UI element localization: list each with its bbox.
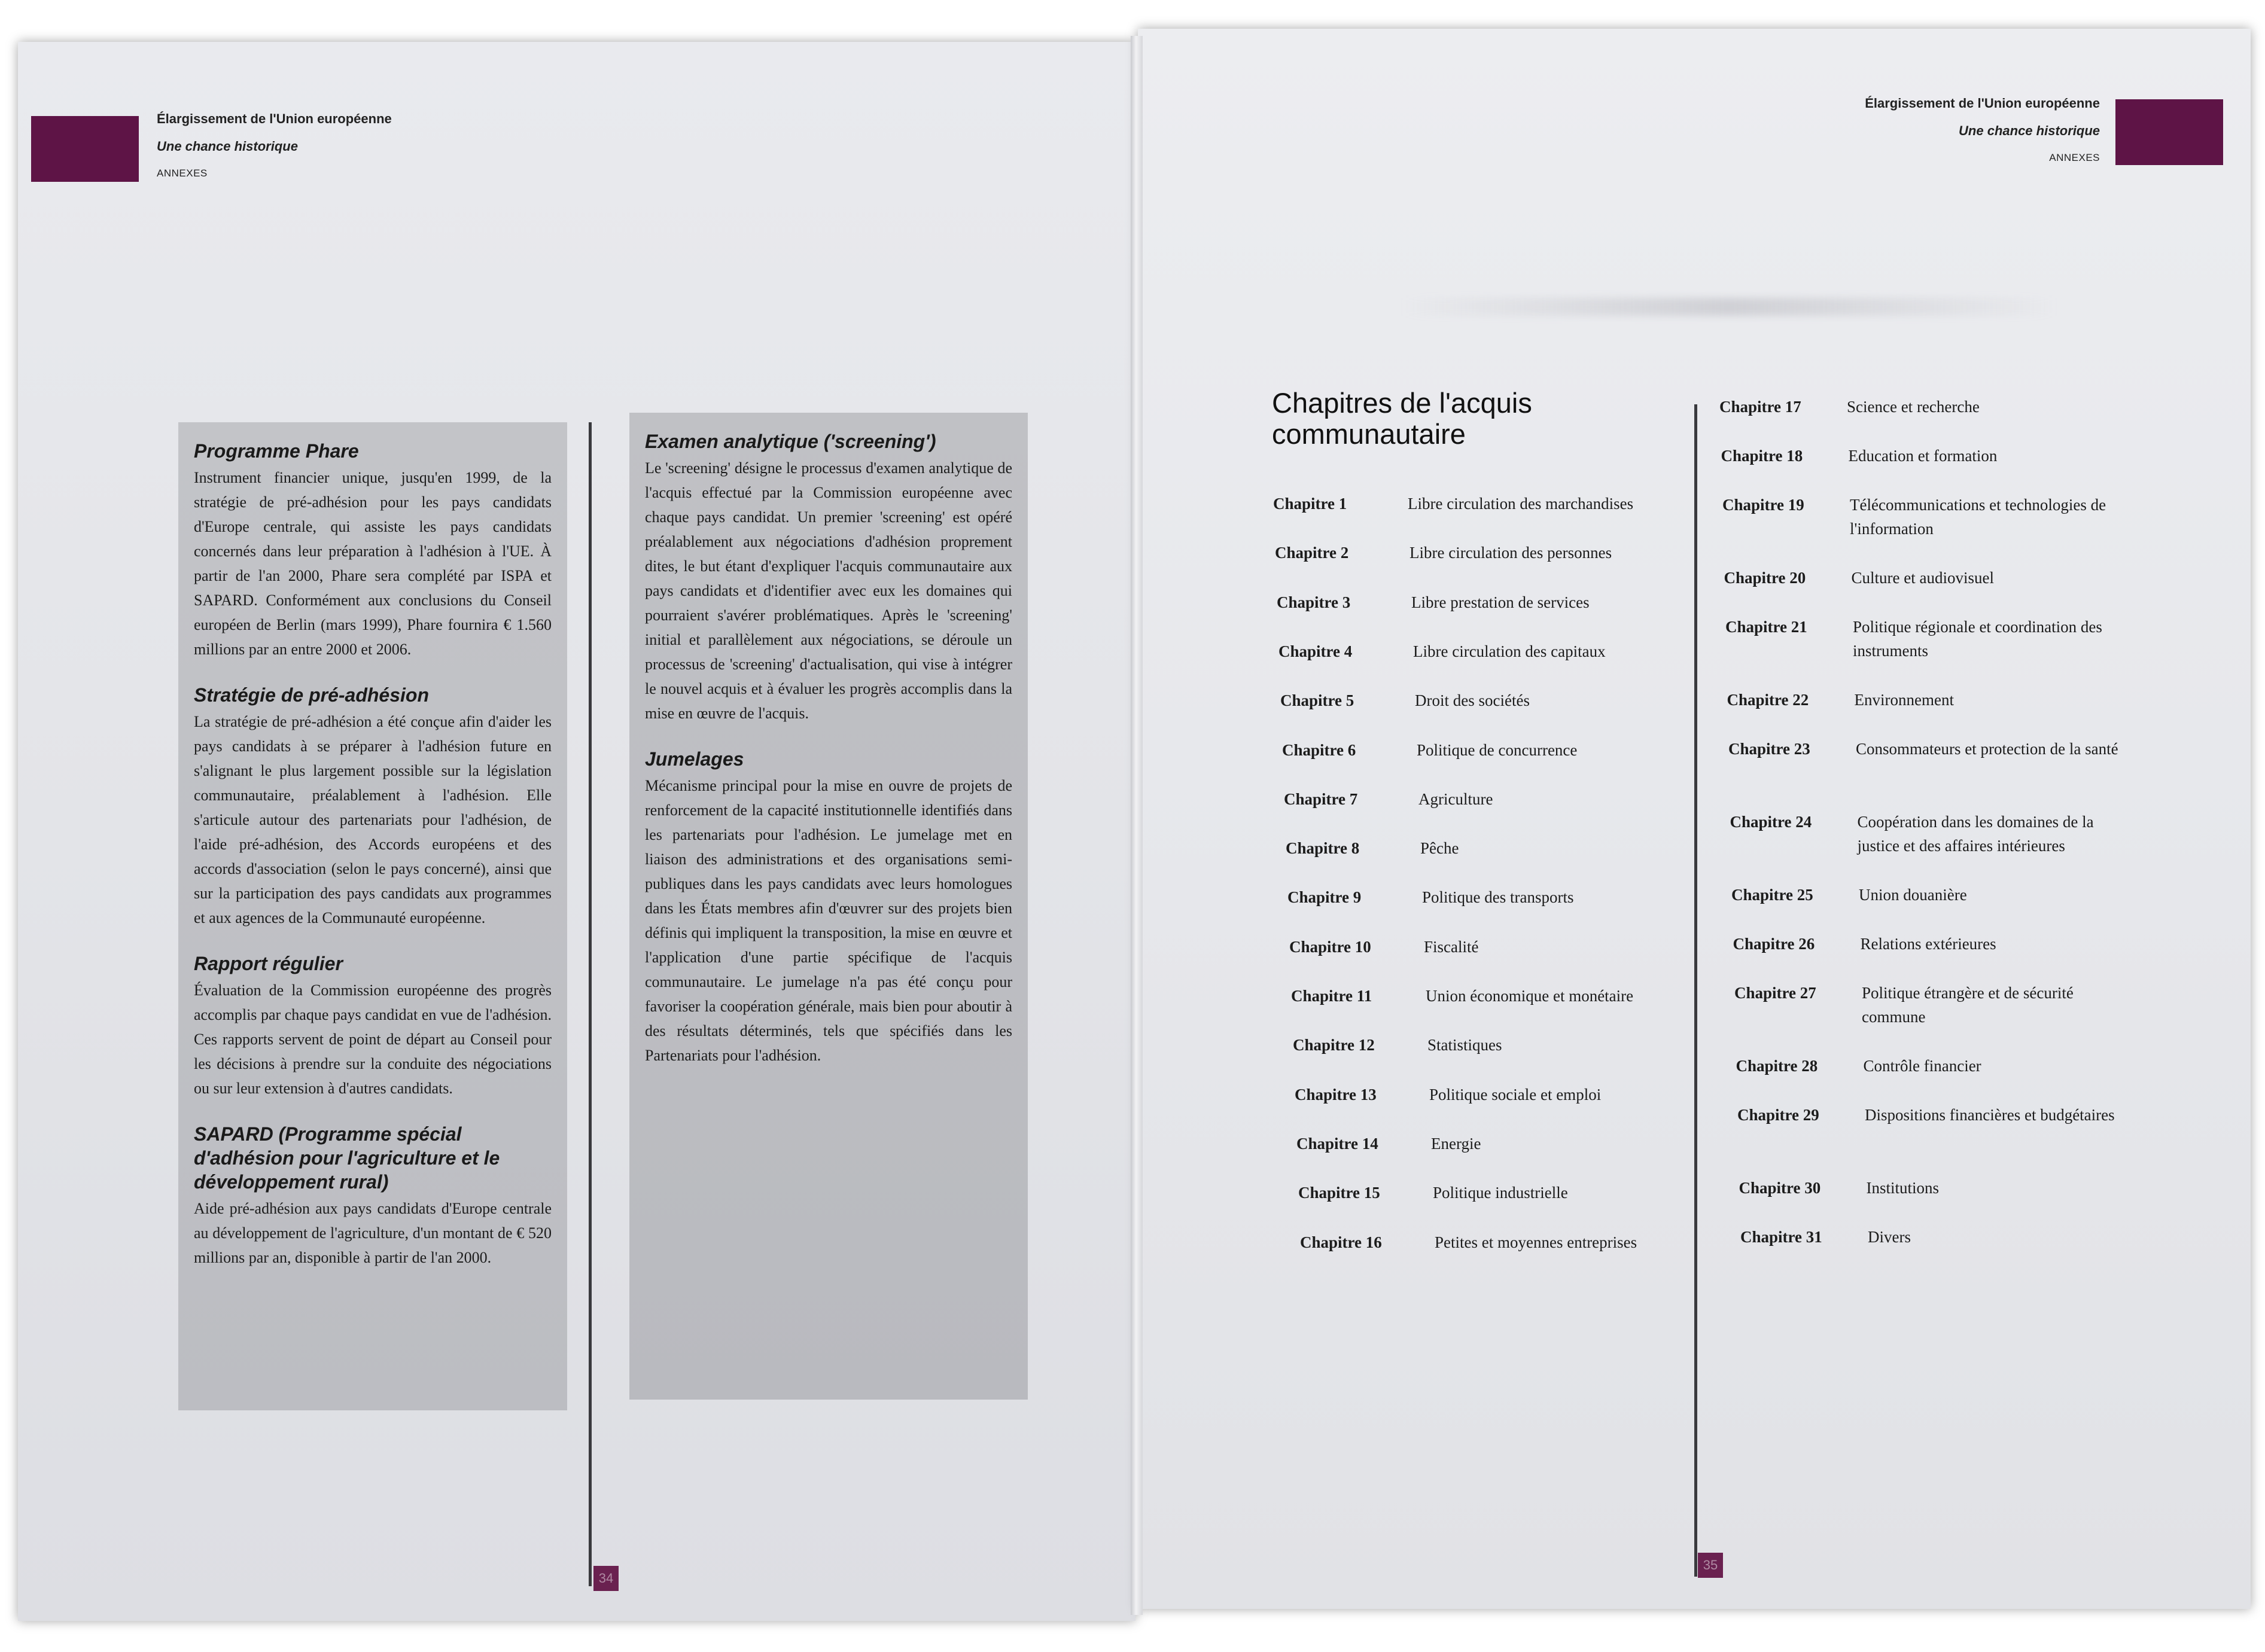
chapter-number: Chapitre 18 bbox=[1721, 447, 1803, 465]
chapter-label: Union économique et monétaire bbox=[1426, 987, 1634, 1005]
chapter-label: Fiscalité bbox=[1424, 937, 1479, 956]
header-subtitle: Une chance historique bbox=[157, 139, 298, 154]
chapter-number: Chapitre 28 bbox=[1736, 1057, 1818, 1075]
book-gutter bbox=[1131, 36, 1143, 1615]
chapter-number: Chapitre 2 bbox=[1275, 544, 1349, 562]
glossary-heading: Programme Phare bbox=[194, 440, 359, 462]
chapter-label: Culture et audiovisuel bbox=[1851, 569, 1994, 587]
show-through-text bbox=[1400, 298, 2058, 316]
glossary-heading: Stratégie de pré-adhésion bbox=[194, 684, 429, 706]
chapter-label: Droit des sociétés bbox=[1415, 691, 1530, 710]
chapter-number: Chapitre 11 bbox=[1291, 987, 1372, 1005]
chapter-label: Statistiques bbox=[1427, 1036, 1502, 1054]
chapter-number: Chapitre 31 bbox=[1740, 1228, 1822, 1246]
glossary-heading: Jumelages bbox=[645, 748, 744, 770]
chapter-number: Chapitre 5 bbox=[1280, 691, 1354, 710]
chapter-number: Chapitre 3 bbox=[1277, 593, 1351, 611]
chapter-number: Chapitre 19 bbox=[1722, 496, 1804, 514]
glossary-box-1 bbox=[178, 422, 567, 1410]
glossary-text: Évaluation de la Commission européenne des progrès accomplis par chaque pays candidat en vue de l'adhésion. Ces rapports servent de point de départ au Conseil pour les décisions à prendre sur la conduite des négociations ou sur leur extension à d'autres candidats. bbox=[194, 982, 552, 1097]
chapter-label: Pêche bbox=[1420, 839, 1459, 858]
glossary-heading: Rapport régulier bbox=[194, 953, 343, 974]
chapter-number: Chapitre 4 bbox=[1278, 642, 1353, 660]
chapter-label: Politique sociale et emploi bbox=[1429, 1085, 1602, 1104]
chapter-label: Politique régionale et coordination des instruments bbox=[1853, 618, 2102, 660]
chapter-number: Chapitre 22 bbox=[1727, 691, 1809, 709]
chapter-label: Libre prestation de services bbox=[1411, 593, 1590, 611]
chapter-number: Chapitre 6 bbox=[1282, 740, 1356, 759]
chapter-label: Divers bbox=[1868, 1228, 1911, 1246]
left-page-number: 34 bbox=[593, 1566, 619, 1591]
chapter-number: Chapitre 26 bbox=[1733, 935, 1815, 953]
glossary-text: Aide pré-adhésion aux pays candidats d'Europe centrale au développement de l'agriculture, d'un montant de € 520 millions par an, disponible à partir de l'an 2000. bbox=[194, 1200, 552, 1266]
chapter-label: Dispositions financières et budgétaires bbox=[1865, 1106, 2115, 1124]
chapter-label: Libre circulation des marchandises bbox=[1408, 495, 1634, 513]
glossary-text: Instrument financier unique, jusqu'en 1999, de la stratégie de pré-adhésion pour les pays candidats d'Europe centrale, qui assiste les pays candidats concernés dans leur préparation à l'adhésion à l'UE. À partir de l'an 2000, Phare sera complété par ISPA et SAPARD. Conformément aux conclusions du Conseil européen de Berlin (mars 1999), Phare fournira € 1.560 millions par an entre 2000 et 2006. bbox=[194, 469, 552, 658]
chapter-label: Libre circulation des capitaux bbox=[1413, 642, 1606, 660]
chapter-label: Education et formation bbox=[1848, 447, 1998, 465]
right-running-header bbox=[1735, 96, 2100, 164]
right-column-divider bbox=[1694, 404, 1697, 1577]
chapter-number: Chapitre 25 bbox=[1731, 886, 1813, 904]
toc-title: Chapitres de l'acquis communautaire bbox=[1272, 387, 1532, 450]
left-running-header bbox=[157, 111, 392, 179]
chapter-label: Environnement bbox=[1854, 691, 1954, 709]
header-section: ANNEXES bbox=[157, 167, 208, 179]
glossary-text: Mécanisme principal pour la mise en ouvre de projets de renforcement de la capacité institutionnelle identifiés dans les partenariats pour l'adhésion. Le jumelage met en liaison des administrations et des organisations semi-publiques dans les pays candidats avec leurs homologues dans les États membres afin d'œuvrer sur des projets bien définis qui impliquent la transposition, la mise en œuvre et l'application d'une partie spécifique de l'acquis communautaire. Le jumelage n'a pas été conçu pour favoriser la coopération générale, mais bien pour aboutir à des résultats déterminés, tels que spécifiés dans les Partenariats pour l'adhésion. bbox=[645, 777, 1012, 1064]
header-title: Élargissement de l'Union européenne bbox=[1865, 96, 2100, 111]
chapter-number: Chapitre 16 bbox=[1300, 1233, 1382, 1251]
header-title: Élargissement de l'Union européenne bbox=[157, 111, 392, 126]
chapter-number: Chapitre 20 bbox=[1724, 569, 1806, 587]
chapter-number: Chapitre 13 bbox=[1295, 1085, 1377, 1104]
chapter-label: Politique des transports bbox=[1422, 888, 1574, 907]
chapter-number: Chapitre 24 bbox=[1730, 813, 1812, 831]
chapter-label: Libre circulation des personnes bbox=[1409, 544, 1612, 562]
chapter-label: Contrôle financier bbox=[1863, 1057, 1981, 1075]
chapter-label: Institutions bbox=[1866, 1179, 1940, 1197]
glossary-heading: SAPARD (Programme spécial d'adhésion pour l'agriculture et le développement rural) bbox=[194, 1123, 500, 1193]
chapter-number: Chapitre 8 bbox=[1286, 839, 1360, 858]
chapter-number: Chapitre 1 bbox=[1273, 495, 1347, 513]
header-section: ANNEXES bbox=[2049, 152, 2100, 163]
chapter-number: Chapitre 15 bbox=[1298, 1184, 1380, 1202]
chapter-number: Chapitre 12 bbox=[1293, 1036, 1375, 1054]
chapter-label: Consommateurs et protection de la santé bbox=[1856, 740, 2118, 758]
chapter-label: Politique étrangère et de sécurité commune bbox=[1862, 984, 2074, 1026]
chapter-label: Politique de concurrence bbox=[1417, 740, 1578, 759]
chapter-label: Petites et moyennes entreprises bbox=[1435, 1233, 1637, 1251]
chapter-label: Politique industrielle bbox=[1433, 1184, 1568, 1202]
header-subtitle: Une chance historique bbox=[1959, 123, 2100, 138]
chapter-label: Agriculture bbox=[1418, 790, 1493, 808]
chapter-number: Chapitre 30 bbox=[1739, 1179, 1821, 1197]
chapter-number: Chapitre 10 bbox=[1289, 937, 1371, 956]
left-header-tab bbox=[31, 116, 139, 182]
chapter-label: Relations extérieures bbox=[1860, 935, 1996, 953]
chapter-label: Union douanière bbox=[1859, 886, 1967, 904]
right-header-tab bbox=[2115, 99, 2223, 165]
chapter-number: Chapitre 9 bbox=[1287, 888, 1362, 907]
right-page-number: 35 bbox=[1698, 1553, 1723, 1578]
chapter-label: Coopération dans les domaines de la justice et des affaires intérieures bbox=[1857, 813, 2094, 855]
chapter-number: Chapitre 7 bbox=[1284, 790, 1358, 808]
glossary-heading: Examen analytique ('screening') bbox=[645, 431, 936, 452]
left-column-divider bbox=[589, 422, 592, 1586]
chapter-number: Chapitre 27 bbox=[1734, 984, 1816, 1002]
chapter-number: Chapitre 21 bbox=[1725, 618, 1807, 636]
chapter-number: Chapitre 14 bbox=[1296, 1134, 1378, 1153]
chapter-label: Télécommunications et technologies de l'information bbox=[1850, 496, 2106, 538]
glossary-text: Le 'screening' désigne le processus d'examen analytique de l'acquis effectué par la Commission européenne avec chaque pays candidat. Un premier 'screening' est opéré préalablement aux négociations d'adhésion proprement dites, le but étant d'expliquer l'acquis communautaire aux pays candidats et d'identifier avec eux les domaines qui pourraient s'avérer problématiques. Après le 'screening' initial et parallèlement aux négociations, se déroule un processus de 'screening' d'actualisation, qui vise à intégrer le nouvel acquis et à évaluer les progrès accomplis dans la mise en œuvre de l'acquis. bbox=[645, 459, 1012, 722]
glossary-box-2 bbox=[629, 413, 1028, 1400]
chapter-label: Science et recherche bbox=[1847, 398, 1980, 416]
glossary-text: La stratégie de pré-adhésion a été conçue afin d'aider les pays candidats à se préparer à l'adhésion future en s'alignant le plus largement possible sur la législation communautaire, préalablement à l'adhésion. Elle s'articule autour des partenariats pour l'adhésion, de l'aide pré-adhésion, des Accords européens et des accords d'association (selon le pays concerné), ainsi que sur la participation des pays candidats aux programmes et aux agences de la Communauté européenne. bbox=[194, 713, 552, 926]
chapter-number: Chapitre 29 bbox=[1737, 1106, 1819, 1124]
chapter-number: Chapitre 17 bbox=[1719, 398, 1801, 416]
chapter-number: Chapitre 23 bbox=[1728, 740, 1810, 758]
chapter-label: Energie bbox=[1431, 1134, 1481, 1153]
